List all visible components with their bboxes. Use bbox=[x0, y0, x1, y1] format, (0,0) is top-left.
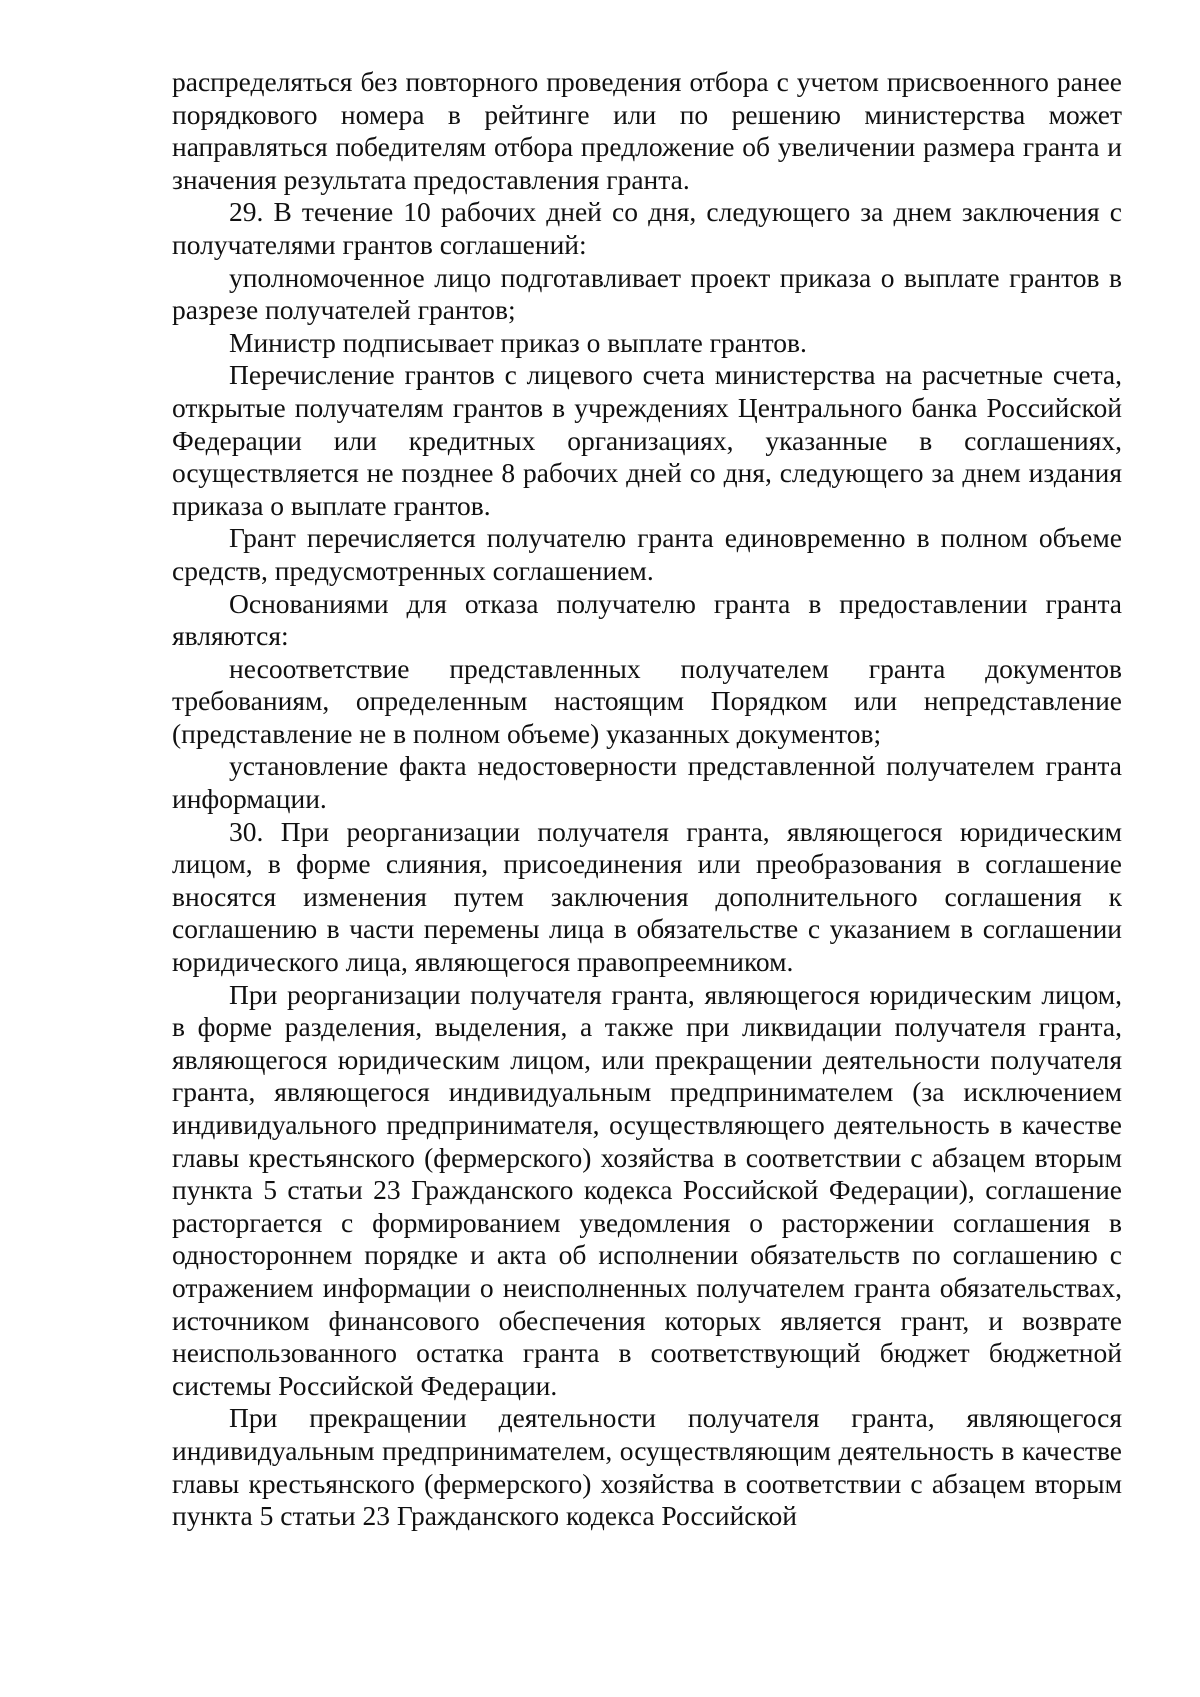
paragraph-reorganization-termination: При реорганизации получателя гранта, являющегося юридическим лицом, в форме разделения, выделения, а также при ликвидации получателя гранта, являющегося юридическим лицом, или прекращении деятельности получателя гранта, являющегося индивидуальным предпринимателем (за исключением индивидуального предпринимателя, осуществляющего деятельность в качестве главы крестьянского (фермерского) хозяйства в соответствии с абзацем вторым пункта 5 статьи 23 Гражданского кодекса Российской Федерации), соглашение расторгается с формированием уведомления о расторжении соглашения в одностороннем порядке и акта об исполнении обязательств по соглашению с отражением информации о неисполненных получателем гранта обязательствах, источником финансового обеспечения которых является грант, и возврате неиспользованного остатка гранта в соответствующий бюджет бюджетной системы Российской Федерации. bbox=[172, 978, 1122, 1401]
paragraph-transfer-of-grants: Перечисление грантов с лицевого счета министерства на расчетные счета, открытые получателям грантов в учреждениях Центрального банка Российской Федерации или кредитных организациях, указанные в соглашениях, осуществляется не позднее 8 рабочих дней со дня, следующего за днем издания приказа о выплате грантов. bbox=[172, 359, 1122, 521]
paragraph-grant-lump-sum: Грант перечисляется получателю гранта единовременно в полном объеме средств, предусмотренных соглашением. bbox=[172, 522, 1122, 586]
paragraph-minister-signs: Министр подписывает приказ о выплате грантов. bbox=[229, 326, 807, 358]
paragraph-refusal-nonconformity: несоответствие представленных получателем гранта документов требованиям, определенным настоящим Порядком или непредставление (представление не в полном объеме) указанных документов; bbox=[172, 652, 1122, 749]
paragraph-continuation: распределяться без повторного проведения отбора с учетом присвоенного ранее порядкового номера в рейтинге или по решению министерства может направляться победителям отбора предложение об увеличении размера гранта и значения результата предоставления гранта. bbox=[172, 66, 1122, 195]
paragraph-farm-head-termination: При прекращении деятельности получателя гранта, являющегося индивидуальным предпринимателем, осуществляющим деятельность в качестве главы крестьянского (фермерского) хозяйства в соответствии с абзацем вторым пункта 5 статьи 23 Гражданского кодекса Российской bbox=[172, 1402, 1122, 1532]
paragraph-refusal-grounds: Основаниями для отказа получателю гранта в предоставлении гранта являются: bbox=[172, 587, 1122, 652]
paragraph-authorized-person: уполномоченное лицо подготавливает проект приказа о выплате грантов в разрезе получателей грантов; bbox=[172, 261, 1122, 326]
paragraph-item-30: 30. При реорганизации получателя гранта, являющегося юридическим лицом, в форме слияния, присоединения или преобразования в соглашение вносятся изменения путем заключения дополнительного соглашения к соглашению в части перемены лица в обязательстве с указанием в соглашении юридического лица, являющегося правопреемником. bbox=[172, 815, 1122, 978]
paragraph-refusal-unreliable-info: установление факта недостоверности представленной получателем гранта информации. bbox=[172, 750, 1122, 815]
paragraph-item-29: 29. В течение 10 рабочих дней со дня, следующего за днем заключения с получателями грантов соглашений: bbox=[172, 196, 1122, 260]
document-page bbox=[172, 66, 1122, 1533]
